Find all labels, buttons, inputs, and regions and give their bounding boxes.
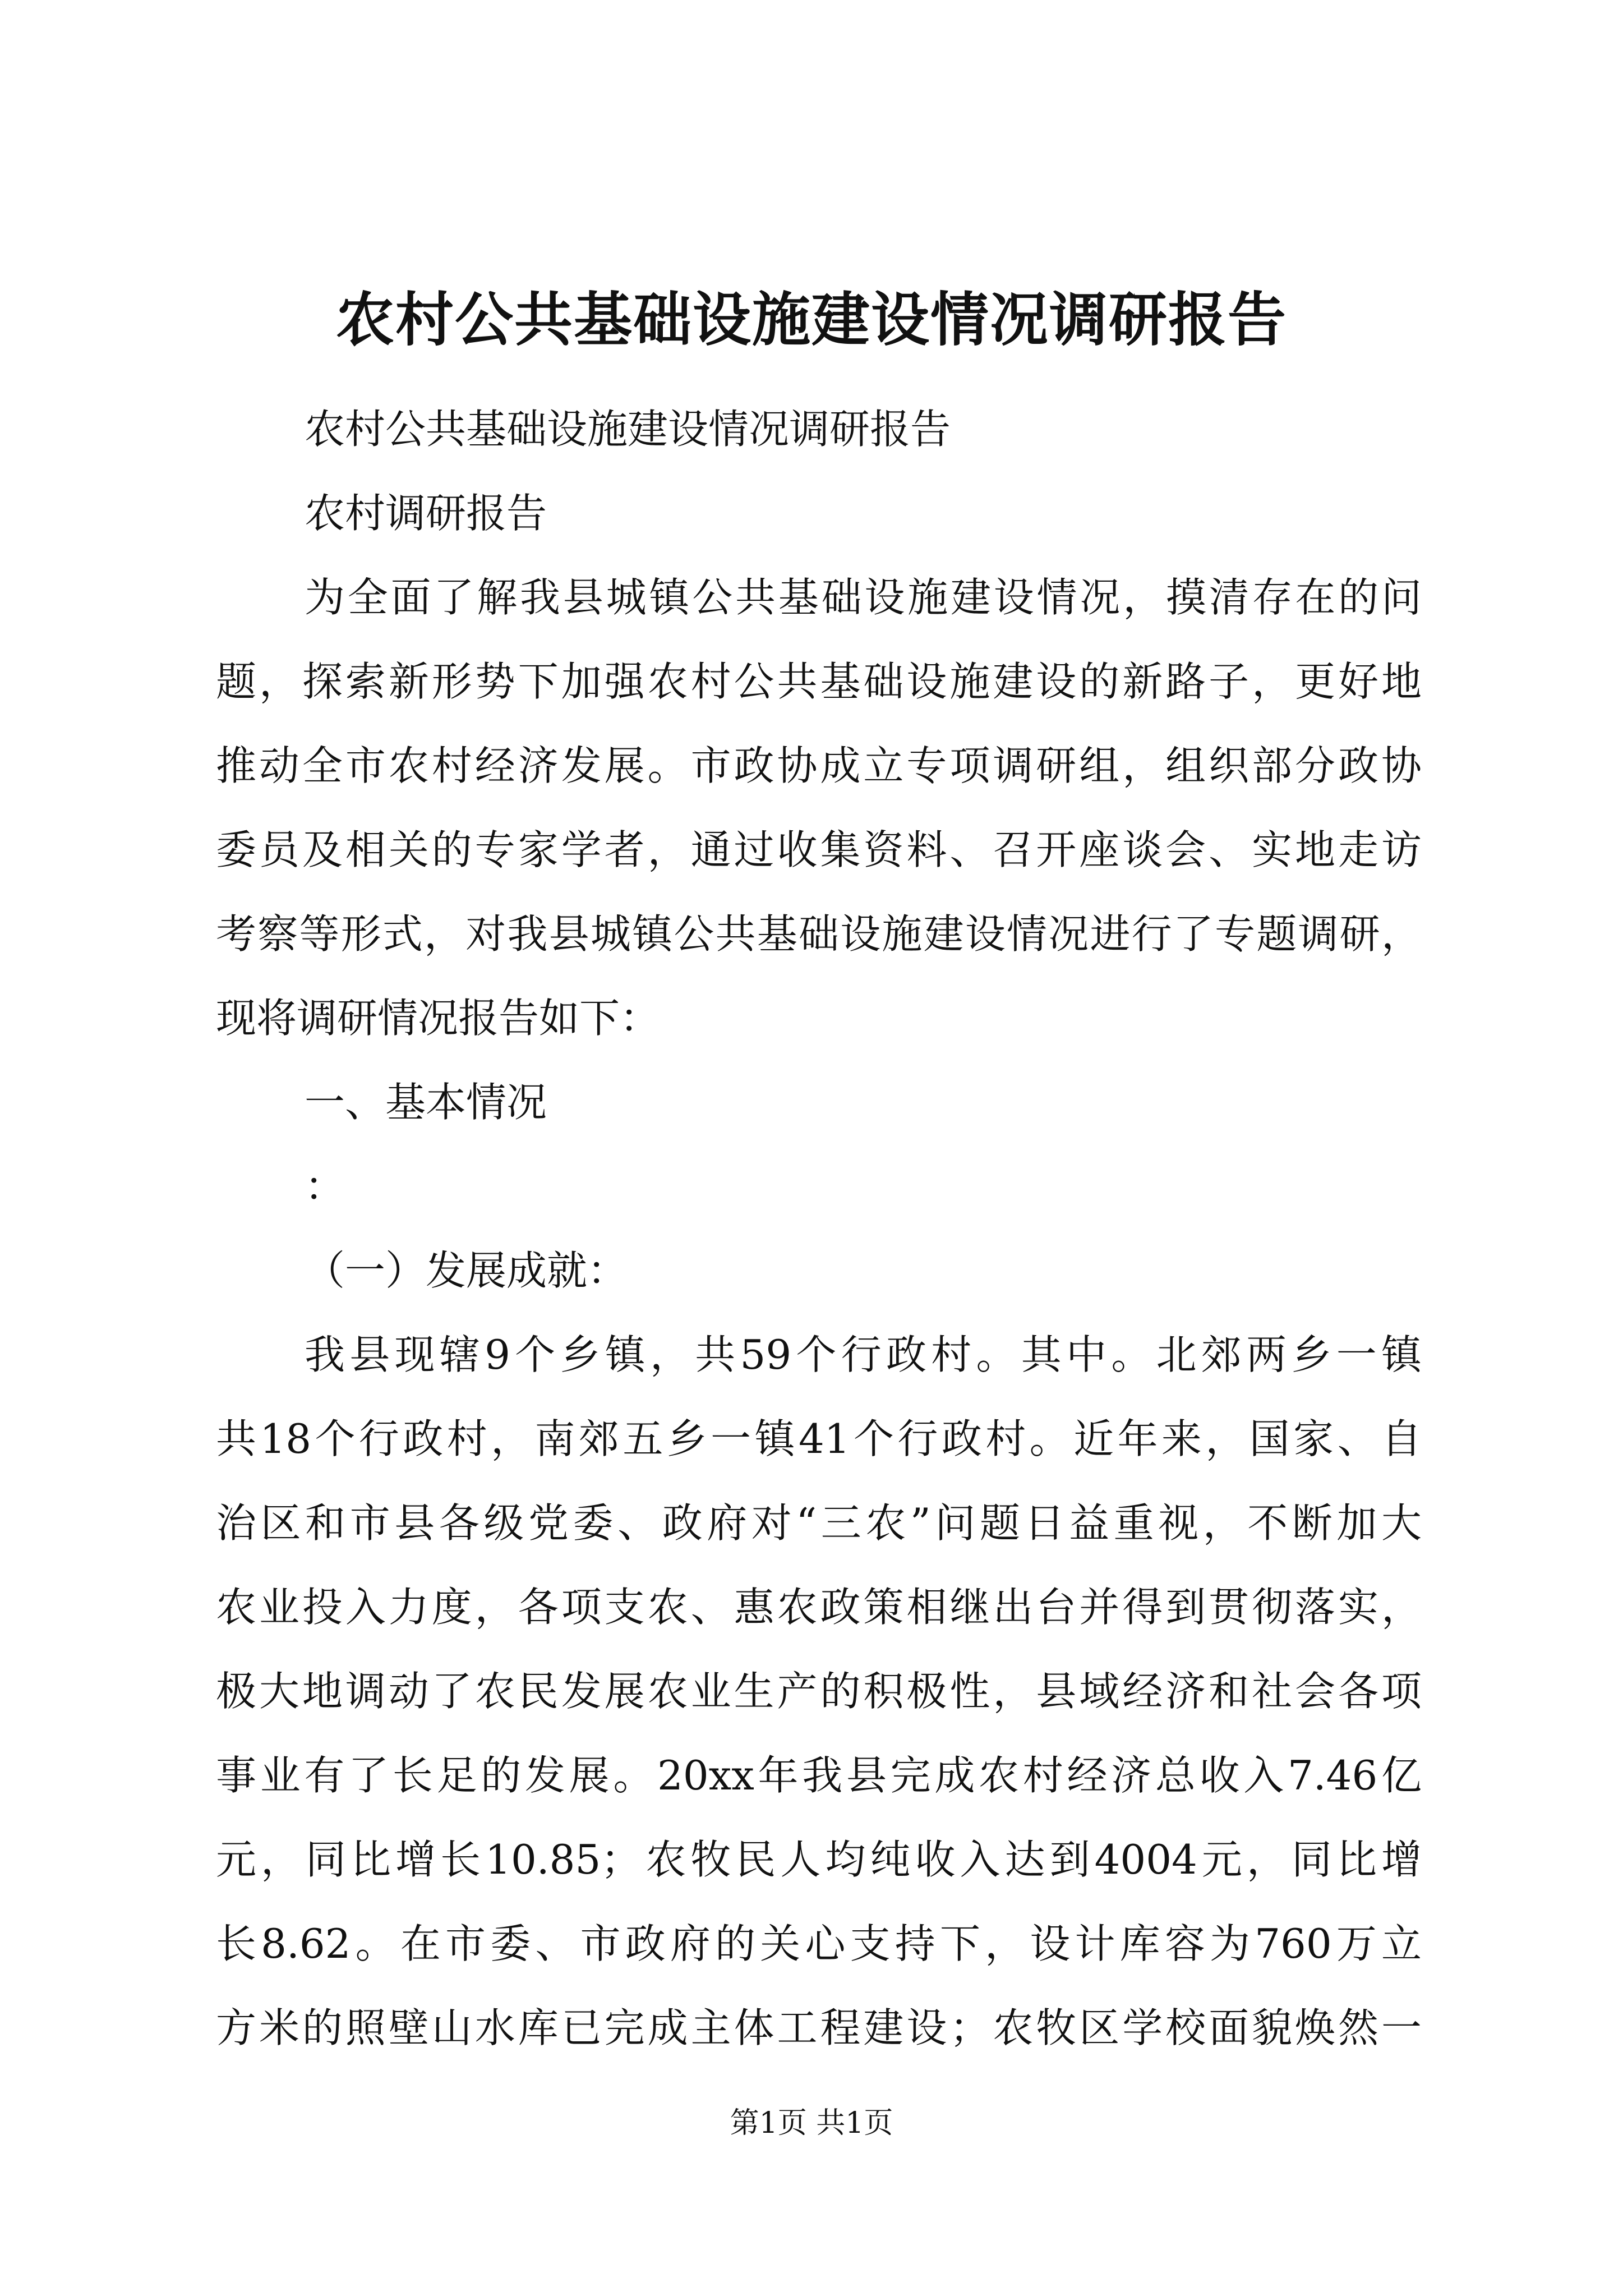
paragraph-line: 治区和市县各级党委、政府对“三农”问题日益重视，不断加大 (216, 1499, 1422, 1547)
paragraph-line: 事业有了长足的发展。20xx年我县完成农村经济总收入7.46亿 (216, 1752, 1422, 1799)
paragraph-line: 农业投入力度，各项支农、惠农政策相继出台并得到贯彻落实， (216, 1584, 1422, 1631)
paragraph-line: 考察等形式，对我县城镇公共基础设施建设情况进行了专题调研， (216, 910, 1422, 958)
subtitle-line: 农村公共基础设施建设情况调研报告 (305, 406, 951, 453)
paragraph-line: 方米的照壁山水库已完成主体工程建设；农牧区学校面貌焕然一 (216, 2004, 1422, 2051)
section-heading: 一、基本情况 (305, 1079, 547, 1126)
paragraph-line: 我县现辖9个乡镇，共59个行政村。其中。北郊两乡一镇 (305, 1331, 1422, 1378)
paragraph-line: 共18个行政村，南郊五乡一镇41个行政村。近年来，国家、自 (216, 1415, 1422, 1462)
document-title: 农村公共基础设施建设情况调研报告 (335, 285, 1287, 354)
paragraph-line: 委员及相关的专家学者，通过收集资料、召开座谈会、实地走访 (216, 826, 1422, 873)
paragraph-line: 题，探索新形势下加强农村公共基础设施建设的新路子，更好地 (216, 658, 1422, 705)
paragraph-line: 极大地调动了农民发展农业生产的积极性，县域经济和社会各项 (216, 1668, 1422, 1715)
paragraph-line: ： (305, 1163, 345, 1210)
page-footer: 第1页 共1页 (730, 2106, 893, 2140)
paragraph-line: 长8.62。在市委、市政府的关心支持下，设计库容为760万立 (216, 1920, 1422, 1967)
paragraph-line: 为全面了解我县城镇公共基础设施建设情况，摸清存在的问 (305, 574, 1422, 621)
subsection-heading: （一）发展成就： (305, 1247, 628, 1294)
paragraph-line: 现将调研情况报告如下： (216, 995, 661, 1042)
paragraph-line: 推动全市农村经济发展。市政协成立专项调研组，组织部分政协 (216, 742, 1422, 789)
subtitle-line: 农村调研报告 (305, 490, 547, 537)
document-body (216, 387, 1422, 2070)
paragraph-line: 元，同比增长10.85；农牧民人均纯收入达到4004元，同比增 (216, 1836, 1422, 1883)
